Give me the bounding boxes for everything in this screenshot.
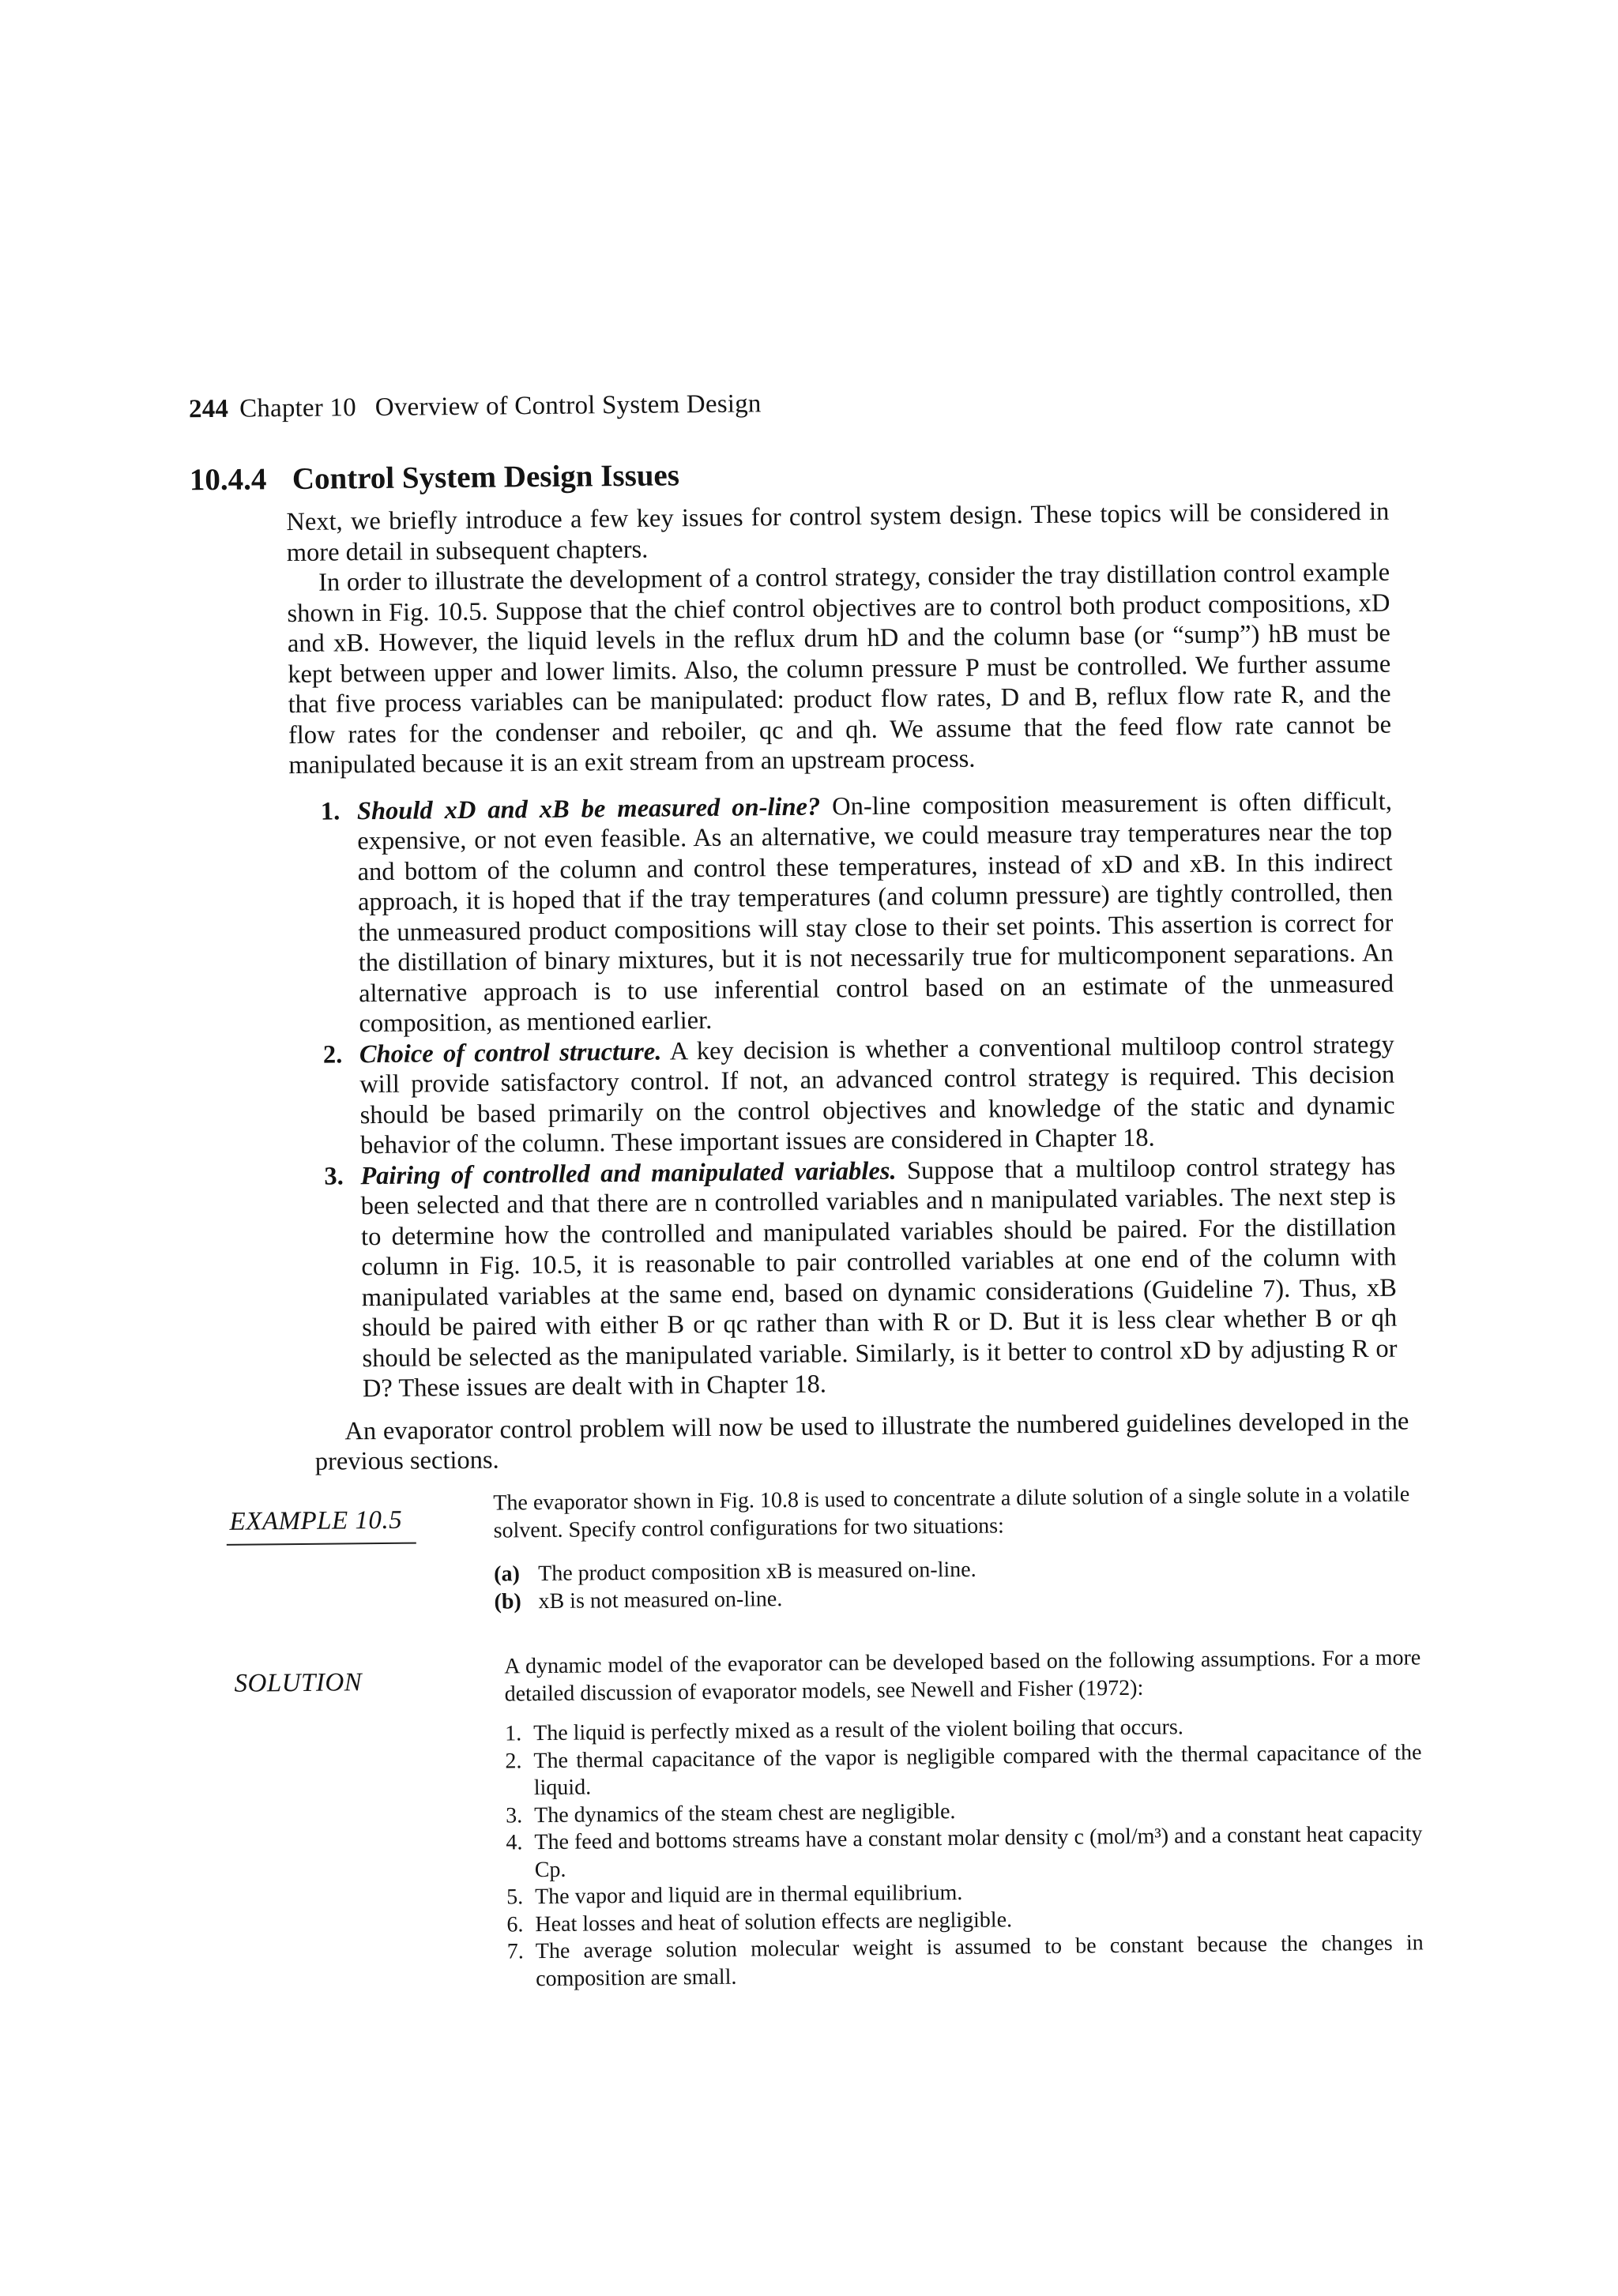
example-cases — [494, 1551, 1411, 1615]
item-text: On-line composition measurement is often difficult, expensive, or not even feasible. As an alternative, we could measure tray temperatures near the top and bottom of the column and control these temperatures, instead of xD and xB. In this indirect approach, it is hoped that if the tray temperatures (and column pressure) are tightly controlled, then the unmeasured product compositions will stay close to their set points. This assertion is correct for the distillation of binary mixtures, but it is not necessarily true for multicomponent separations. An alternative approach is to use inferential control based on an estimate of the unmeasured composition, as mentioned earlier. — [357, 787, 1394, 1039]
item-text: The dynamics of the steam chest are negligible. — [533, 1798, 956, 1828]
list-item — [506, 1821, 1423, 1884]
intro-paragraph: Next, we briefly introduce a few key issues for control system design. These topics will be considered in more detail in subsequent chapters. — [286, 497, 1390, 567]
item-title: Pairing of controlled and manipulated variables. — [360, 1156, 897, 1190]
item-text: A key decision is whether a conventional multiloop control strategy will provide satisfactory control. If not, an advanced control strategy is required. This decision should be based primarily on the control objectives and knowledge of the static and dynamic behavior of the column. These important issues are considered in Chapter 18. — [359, 1030, 1395, 1160]
item-title: Choice of control structure. — [359, 1037, 662, 1069]
bridge-paragraph: An evaporator control problem will now be used to illustrate the numbered guidelines developed in the previous sections. — [314, 1406, 1409, 1476]
item-text: The liquid is perfectly mixed as a result of the violent boiling that occurs. — [532, 1715, 1183, 1746]
section-number: 10.4.4 — [189, 462, 267, 498]
item-number: 2. — [505, 1748, 522, 1773]
item-number: 3. — [324, 1161, 344, 1191]
section-title: Control System Design Issues — [292, 458, 680, 497]
item-number: 3. — [505, 1802, 523, 1828]
page-number: 244 — [188, 394, 229, 424]
item-text: Heat losses and heat of solution effects are negligible. — [535, 1907, 1013, 1937]
assumptions-list — [505, 1712, 1424, 1993]
section-body — [286, 497, 1398, 1405]
item-number: 7. — [506, 1939, 524, 1964]
solution-label: SOLUTION — [234, 1668, 363, 1698]
item-text: The feed and bottoms streams have a constant molar density c (mol/m³) and a constant heat capacity Cp. — [534, 1821, 1423, 1882]
chapter-title: Overview of Control System Design — [374, 389, 762, 422]
example-body — [493, 1480, 1410, 1615]
item-number: 2. — [322, 1039, 343, 1069]
item-number: 1. — [320, 796, 341, 826]
list-item — [292, 1151, 1398, 1404]
item-title: Should xD and xB be measured on-line? — [356, 792, 821, 825]
case-text: The product composition xB is measured on-line. — [538, 1557, 976, 1587]
list-item — [289, 786, 1394, 1039]
list-item — [505, 1739, 1422, 1802]
item-text: The thermal capacitance of the vapor is negligible compared with the thermal capacitance of the liquid. — [533, 1739, 1422, 1801]
list-item — [292, 1029, 1395, 1161]
running-head — [189, 389, 762, 424]
example-label: EXAMPLE 10.5 — [229, 1505, 403, 1536]
design-issues-list — [289, 786, 1398, 1404]
item-number: 6. — [506, 1911, 524, 1937]
section-heading — [190, 457, 679, 498]
solution-intro: A dynamic model of the evaporator can be developed based on the following assumptions. For a more detailed discussion of evaporator models, see Newell and Fisher (1972): — [504, 1645, 1421, 1706]
solution-body — [504, 1644, 1424, 1993]
chapter-label: Chapter 10 — [239, 393, 357, 423]
item-number: 1. — [504, 1721, 522, 1746]
example-rule — [227, 1543, 416, 1546]
strategy-paragraph: In order to illustrate the development of a control strategy, consider the tray distillation control example shown in Fig. 10.5. Suppose that the chief control objectives are to control both product compositions, xD and xB. However, the liquid levels in the reflux drum hD and the column base (or “sump”) hB must be kept between upper and lower limits. Also, the column pressure P must be controlled. We further assume that five process variables can be manipulated: product flow rates, D and B, reflux flow rate R, and the flow rates for the condenser and reboiler, qc and qh. We assume that the feed flow rate cannot be manipulated because it is an exit stream from an upstream process. — [287, 558, 1392, 780]
example-statement: The evaporator shown in Fig. 10.8 is used to concentrate a dilute solution of a single solute in a volatile solvent. Specify control configurations for two situations: — [493, 1482, 1410, 1543]
item-text: The average solution molecular weight is assumed to be constant because the changes in composition are small. — [535, 1930, 1424, 1991]
item-number: 5. — [506, 1885, 524, 1910]
case-text: xB is not measured on-line. — [538, 1587, 783, 1614]
list-item — [507, 1930, 1424, 1993]
item-number: 4. — [506, 1830, 523, 1855]
item-text: Suppose that a multiloop control strategy has been selected and that there are n controlled variables and n manipulated variables. The next step is to determine how the controlled and manipulated variables should be paired. For the distillation column in Fig. 10.5, it is reasonable to pair controlled variables at one end of the column with manipulated variables at the same end, based on dynamic considerations (Guideline 7). Thus, xB should be paired with either B or qc rather than with R or D. But it is less clear whether B or qh should be selected as the manipulated variable. Similarly, is it better to control xD by adjusting R or D? These issues are dealt with in Chapter 18. — [360, 1152, 1398, 1404]
item-text: The vapor and liquid are in thermal equilibrium. — [534, 1880, 963, 1910]
case-label: (a) — [494, 1561, 520, 1587]
case-label: (b) — [494, 1589, 521, 1614]
